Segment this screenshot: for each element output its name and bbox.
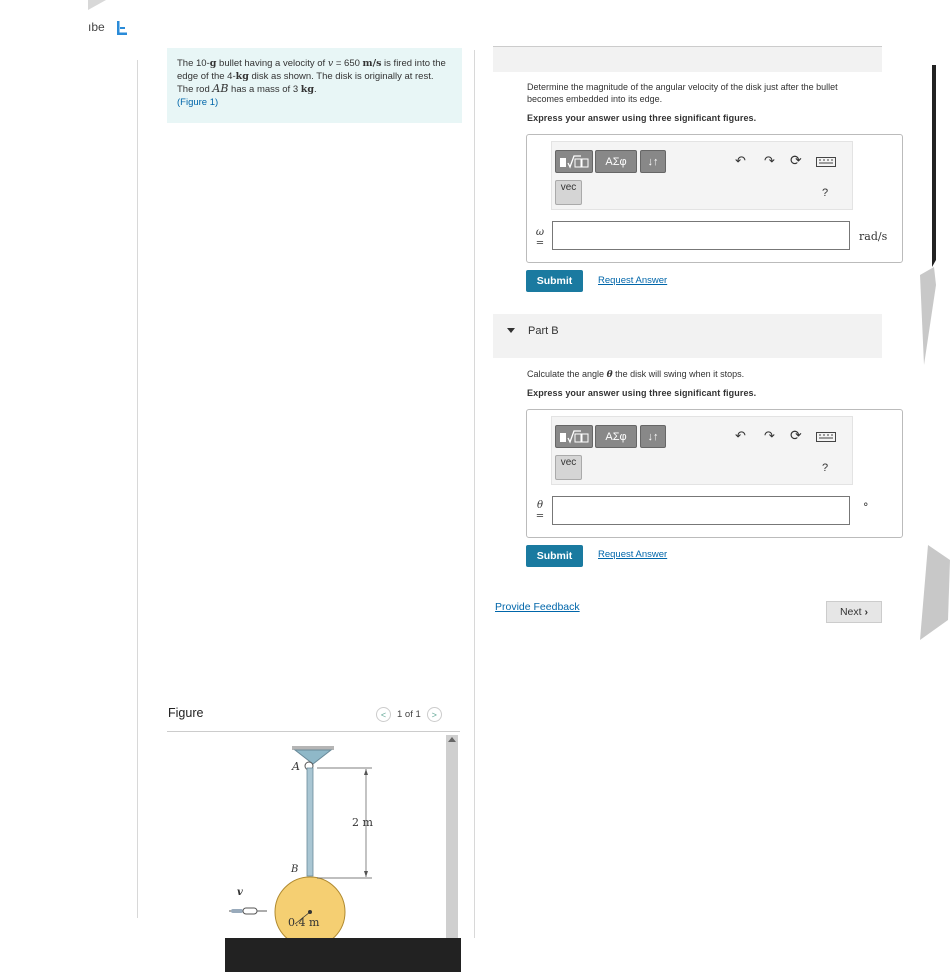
- reset-icon[interactable]: ⟳: [790, 427, 802, 443]
- part-b-unit: °: [863, 501, 869, 514]
- part-a-unit: rad/s: [859, 230, 888, 243]
- figure-canvas: [167, 731, 460, 947]
- chevron-right-icon: ›: [864, 606, 869, 618]
- scroll-up-arrow[interactable]: [448, 737, 456, 742]
- truncated-title: ıbe: [88, 20, 105, 34]
- part-b-instruction: Express your answer using three significant figures.: [527, 388, 757, 398]
- vec-button[interactable]: vec: [555, 455, 582, 480]
- part-b-label: Part B: [528, 325, 559, 337]
- keyboard-icon[interactable]: [816, 432, 836, 442]
- keyboard-icon[interactable]: [816, 157, 836, 167]
- part-a-answer-input[interactable]: [552, 221, 850, 250]
- help-button[interactable]: ?: [822, 187, 829, 199]
- collapse-triangle-icon: [507, 328, 515, 333]
- disk-pendulum-diagram: [167, 732, 460, 947]
- part-a-header[interactable]: [493, 46, 882, 72]
- template-icon: [559, 430, 589, 444]
- label-A: A: [292, 760, 300, 773]
- part-a-toolbar: [551, 141, 853, 210]
- ceiling-support: [292, 746, 334, 750]
- label-B: B: [291, 864, 299, 875]
- window-shard: [88, 0, 106, 10]
- figure-title: Figure: [168, 706, 204, 720]
- undo-icon[interactable]: ↶: [735, 428, 746, 443]
- part-a-instruction: Express your answer using three significant figures.: [527, 113, 757, 123]
- figure-scrollbar[interactable]: [446, 735, 458, 945]
- part-b-submit-button[interactable]: Submit: [526, 545, 583, 567]
- label-v: v: [237, 887, 243, 898]
- greek-button[interactable]: ΑΣφ: [595, 425, 637, 448]
- part-a-question: Determine the magnitude of the angular velocity of the disk just after the bullet becomes embedded into its edge.: [527, 82, 838, 104]
- page-shadow: [918, 45, 950, 640]
- provide-feedback-link[interactable]: Provide Feedback: [495, 601, 580, 613]
- part-b-header[interactable]: [493, 314, 882, 358]
- undo-icon[interactable]: ↶: [735, 153, 746, 168]
- part-b-answer-input[interactable]: [552, 496, 850, 525]
- part-b-question: Calculate the angle θ the disk will swing when it stops.: [527, 369, 745, 380]
- part-a-answer-box: [526, 134, 903, 263]
- theta-label: θ =: [535, 500, 545, 522]
- vec-button[interactable]: vec: [555, 180, 582, 205]
- label-2m: 2 m: [352, 816, 373, 829]
- prev-figure-button[interactable]: <: [376, 707, 391, 722]
- part-b-request-answer[interactable]: Request Answer: [598, 549, 668, 560]
- help-button[interactable]: ?: [822, 462, 829, 474]
- part-a-submit-button[interactable]: Submit: [526, 270, 583, 292]
- figure-page-count: 1 of 1: [397, 709, 421, 720]
- reset-icon[interactable]: ⟳: [790, 152, 802, 168]
- bottom-shadow: [225, 938, 461, 972]
- greek-button[interactable]: ΑΣφ: [595, 150, 637, 173]
- rod-AB: [307, 768, 313, 876]
- sort-button[interactable]: ↓↑: [640, 150, 666, 173]
- redo-icon[interactable]: ↷: [764, 153, 775, 168]
- pin-bracket: [295, 750, 331, 764]
- center-divider: [474, 50, 475, 938]
- app-logo-icon: [116, 20, 128, 36]
- part-a-request-answer[interactable]: Request Answer: [598, 275, 668, 286]
- part-b-answer-box: [526, 409, 903, 538]
- problem-statement: The 10-g bullet having a velocity of v = 650 m/s is fired into the edge of the 4-kg disk as shown. The disk is originally at rest. The rod AB has a mass of 3 kg. (Figure 1): [167, 48, 462, 123]
- next-figure-button[interactable]: >: [427, 707, 442, 722]
- omega-label: ω =: [535, 227, 545, 249]
- next-label: Next: [839, 606, 862, 618]
- label-0-4m: 0.4 m: [288, 916, 320, 929]
- template-icon: [559, 155, 589, 169]
- sort-button[interactable]: ↓↑: [640, 425, 666, 448]
- template-button[interactable]: [555, 425, 593, 448]
- left-divider: [137, 60, 138, 918]
- next-button[interactable]: [826, 601, 882, 623]
- part-b-toolbar: [551, 416, 853, 485]
- figure-link[interactable]: (Figure 1): [177, 96, 219, 108]
- figure-pager: [376, 707, 442, 722]
- template-button[interactable]: [555, 150, 593, 173]
- redo-icon[interactable]: ↷: [764, 428, 775, 443]
